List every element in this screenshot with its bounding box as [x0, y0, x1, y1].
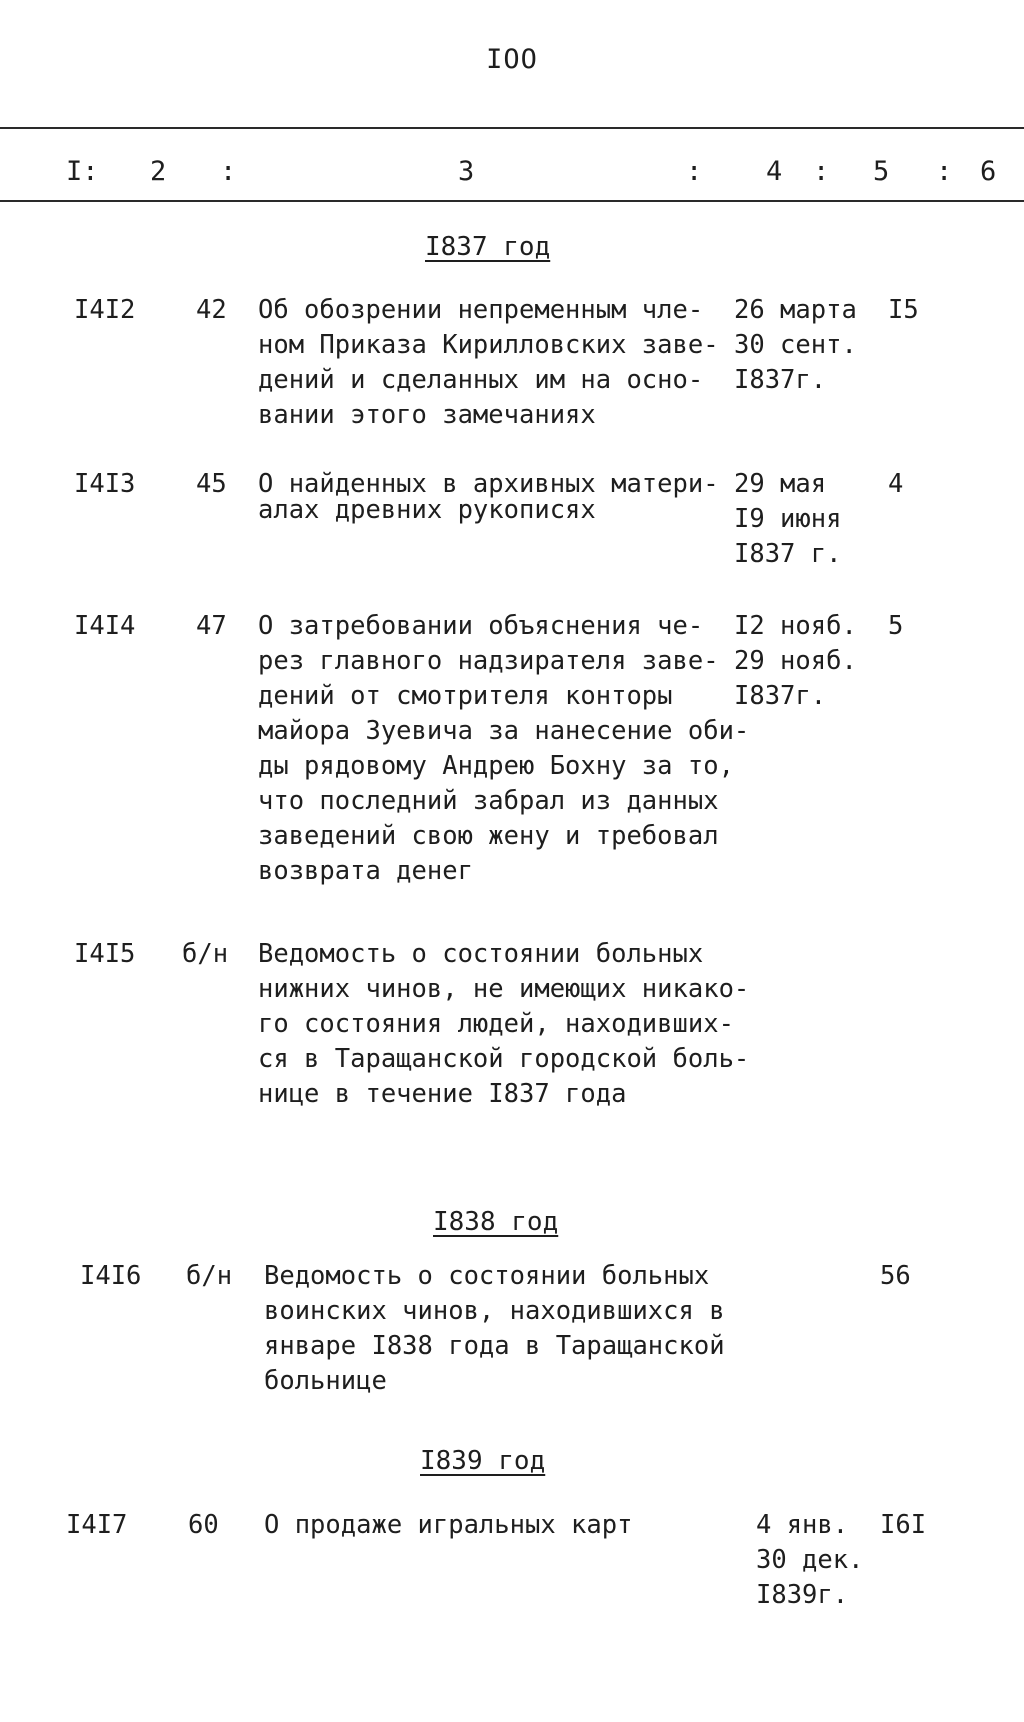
date-line: 4 янв. [756, 1510, 849, 1540]
description-line: Ведомость о состоянии больных [258, 939, 704, 969]
entry-number: I4I5 [74, 939, 136, 969]
date-line: I9 июня [734, 504, 842, 534]
original-case-number: 45 [196, 469, 227, 499]
column-separator: : [936, 156, 953, 187]
description-line: рез главного надзирателя заве- [258, 646, 719, 676]
description-line: январе I838 года в Таращанской [264, 1331, 725, 1361]
date-line: I837 г. [734, 539, 842, 569]
entry-description [264, 1508, 632, 1543]
entry-description [258, 293, 719, 433]
sheet-count: 56 [880, 1261, 911, 1291]
date-line: 30 сент. [734, 330, 857, 360]
date-line: I2 нояб. [734, 611, 857, 641]
year-heading-1837: I837 год [425, 232, 551, 262]
description-line: алах древних рукописях [258, 495, 596, 525]
original-case-number: 60 [188, 1510, 219, 1540]
sheet-count: 4 [888, 469, 904, 499]
description-line: ся в Таращанской городской боль- [258, 1044, 750, 1074]
description-line: Ведомость о состоянии больных [264, 1261, 710, 1291]
date-line: 30 дек. [756, 1545, 864, 1575]
column-5-header: 5 [873, 156, 890, 187]
entry-number: I4I2 [74, 295, 136, 325]
description-line: го состояния людей, находивших- [258, 1009, 734, 1039]
page-number: IOO [486, 44, 538, 75]
description-line: больнице [264, 1366, 387, 1396]
entry-dates [734, 609, 857, 714]
sheet-count: I5 [888, 295, 919, 325]
entry-number: I4I6 [80, 1261, 142, 1291]
column-2-header: 2 [150, 156, 167, 187]
original-case-number: 42 [196, 295, 227, 325]
header-bottom-rule [0, 200, 1024, 202]
description-line: вании этого замечаниях [258, 400, 596, 430]
description-line: нижних чинов, не имеющих никако- [258, 974, 750, 1004]
entry-dates [734, 293, 857, 398]
date-line: 26 марта [734, 295, 857, 325]
entry-description [264, 1259, 725, 1399]
column-separator: : [813, 156, 830, 187]
description-line: ды рядовому Андрею Бохну за то, [258, 751, 734, 781]
original-case-number: 47 [196, 611, 227, 641]
sheet-count: I6I [880, 1510, 927, 1540]
description-line: что последний забрал из данных [258, 786, 719, 816]
entry-description [258, 937, 749, 1112]
date-line: 29 нояб. [734, 646, 857, 676]
column-1-header: I: [66, 156, 99, 187]
description-line: ном Приказа Кирилловских заве- [258, 330, 719, 360]
description-line: О продаже игральных карт [264, 1510, 633, 1540]
sheet-count: 5 [888, 611, 904, 641]
description-line: возврата денег [258, 856, 473, 886]
entry-number: I4I4 [74, 611, 136, 641]
year-heading-1838: I838 год [433, 1207, 559, 1237]
description-line: дений и сделанных им на осно- [258, 365, 704, 395]
date-line: I837г. [734, 365, 827, 395]
original-case-number: б/н [186, 1261, 233, 1291]
entry-dates [756, 1508, 863, 1613]
entry-number: I4I3 [74, 469, 136, 499]
description-line: дений от смотрителя конторы [258, 681, 673, 711]
entry-description [258, 609, 749, 889]
date-line: I839г. [756, 1580, 849, 1610]
date-line: I837г. [734, 681, 827, 711]
original-case-number: б/н [182, 939, 229, 969]
description-line: О затребовании объяснения че- [258, 611, 704, 641]
column-4-header: 4 [766, 156, 783, 187]
description-line: О найденных в архивных матери- [258, 469, 719, 499]
date-line: 29 мая [734, 469, 827, 499]
header-top-rule [0, 127, 1024, 129]
description-line: нице в течение I837 года [258, 1079, 627, 1109]
column-separator: : [686, 156, 703, 187]
year-heading-1839: I839 год [420, 1446, 546, 1476]
entry-number: I4I7 [66, 1510, 128, 1540]
column-separator: : [220, 156, 237, 187]
description-line: Об обозрении непременным чле- [258, 295, 704, 325]
column-6-header: 6 [980, 156, 997, 187]
description-line: воинских чинов, находившихся в [264, 1296, 725, 1326]
entry-description [258, 471, 719, 523]
description-line: заведений свою жену и требовал [258, 821, 719, 851]
column-3-header: 3 [458, 156, 475, 187]
entry-dates [734, 467, 841, 572]
description-line: майора Зуевича за нанесение оби- [258, 716, 750, 746]
